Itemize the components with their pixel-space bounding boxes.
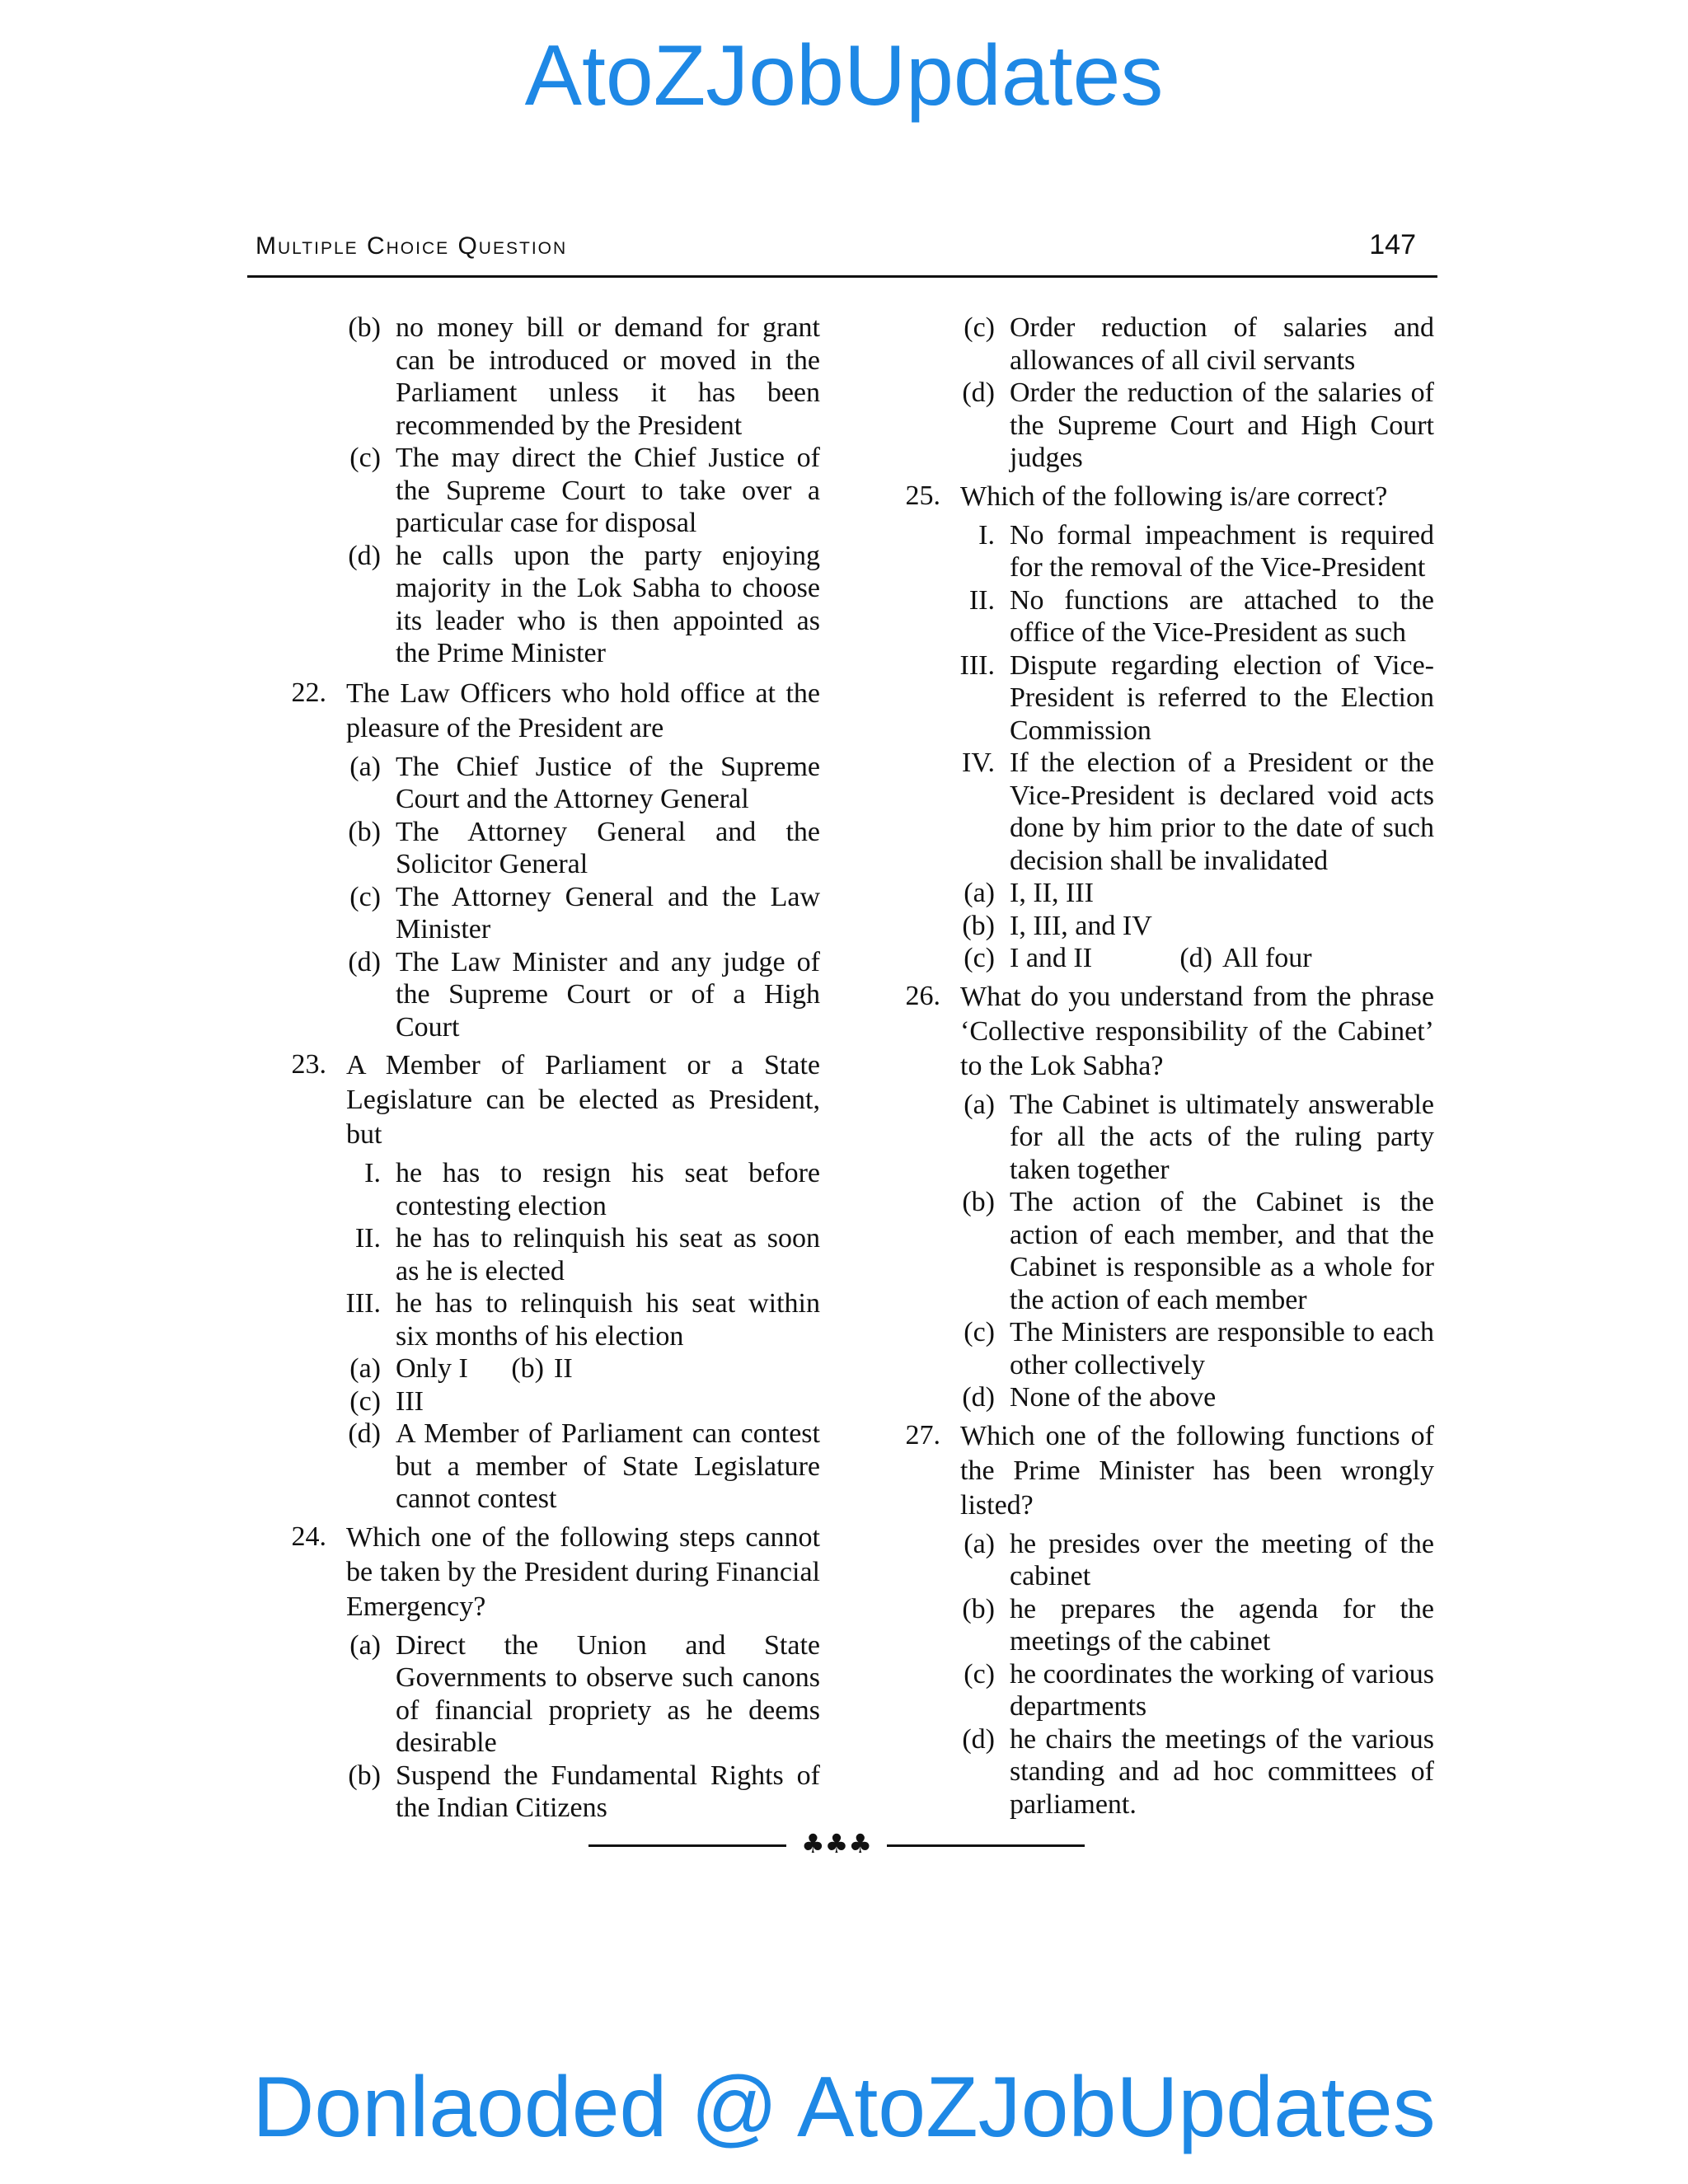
option-label: (a) <box>964 878 995 908</box>
download-watermark: Donlaoded @ AtoZJobUpdates <box>252 2060 1436 2155</box>
question-number: 22. <box>291 677 326 708</box>
question-text: A Member of Parliament or a State Legislature can be elected as President, but <box>346 1050 820 1150</box>
statement <box>894 747 1434 877</box>
option-label: (a) <box>349 1629 381 1661</box>
option-label: (b) <box>962 1187 995 1217</box>
statement <box>280 1287 820 1352</box>
option-label: (c) <box>964 312 995 343</box>
option-text: I, II, III <box>1010 878 1094 908</box>
option-label: (d) <box>962 1382 995 1413</box>
option-label: (c) <box>349 881 381 912</box>
option-label: (d) <box>348 540 381 571</box>
option-label: (c) <box>349 1385 381 1417</box>
option <box>280 946 820 1044</box>
option <box>894 1723 1434 1821</box>
statement-label: III. <box>345 1288 381 1319</box>
option-text: All four <box>1222 943 1312 973</box>
statement-text: If the election of a President or the Vice-President is declared void acts done by him prior to the date of such decision shall be invalidated <box>1010 748 1434 876</box>
option <box>894 1593 1434 1658</box>
option-text: None of the above <box>1010 1382 1217 1413</box>
option-text: The Ministers are responsible to each other collectively <box>1010 1317 1434 1380</box>
option-label: (b) <box>511 1353 544 1384</box>
statement-label: I. <box>364 1158 381 1188</box>
option <box>280 312 820 442</box>
right-column <box>894 312 1434 1821</box>
option-label: (d) <box>962 377 995 408</box>
question-25 <box>894 480 1434 514</box>
option-text: A Member of Parliament can contest but a member of State Legislature cannot contest <box>396 1418 820 1514</box>
site-watermark-title: AtoZJobUpdates <box>524 28 1164 124</box>
option <box>894 877 1434 910</box>
option-text: he coordinates the working of various departments <box>1010 1658 1434 1722</box>
option <box>894 1089 1434 1187</box>
option <box>280 1385 820 1418</box>
option <box>280 540 820 670</box>
statement-text: No functions are attached to the office of the Vice-President as such <box>1010 584 1434 648</box>
question-text: What do you understand from the phrase ‘Collective responsibility of the Cabinet’ to the Lok Sabha? <box>960 981 1434 1081</box>
option-label: (c) <box>964 1658 995 1690</box>
page-header <box>252 229 1432 264</box>
question-text: Which of the following is/are correct? <box>960 480 1388 512</box>
option-pair <box>280 1352 820 1385</box>
option-label: (c) <box>964 943 995 973</box>
question-number: 23. <box>291 1049 326 1080</box>
option-text: Direct the Union and State Governments to observe such canons of financial propriety as he deems desirable <box>396 1629 820 1758</box>
option <box>894 1528 1434 1593</box>
option-text: The Law Minister and any judge of the Supreme Court or of a High Court <box>396 946 820 1043</box>
statement <box>280 1222 820 1287</box>
page-number: 147 <box>1369 229 1416 260</box>
option-label: (d) <box>1179 943 1212 973</box>
option <box>280 751 820 816</box>
option-label: (b) <box>962 910 995 941</box>
option-label: (b) <box>348 1760 381 1791</box>
option-label: (b) <box>348 312 381 343</box>
option-label: (d) <box>348 946 381 977</box>
option <box>280 1760 820 1825</box>
question-22 <box>280 677 820 746</box>
question-number: 25. <box>905 480 940 511</box>
option <box>894 1316 1434 1381</box>
option-label: (a) <box>964 1528 995 1559</box>
option-text: I, III, and IV <box>1010 910 1152 941</box>
option-label: (c) <box>349 443 381 473</box>
option <box>280 1629 820 1760</box>
statement-label: IV. <box>962 748 995 778</box>
question-number: 24. <box>291 1521 326 1552</box>
ornament-rule-right <box>887 1844 1085 1847</box>
question-26 <box>894 980 1434 1084</box>
statement <box>280 1157 820 1222</box>
option-text: Order reduction of salaries and allowances of all civil servants <box>1010 312 1434 376</box>
question-text: Which one of the following functions of the Prime Minister has been wrongly listed? <box>960 1420 1434 1521</box>
option-label: (b) <box>348 816 381 847</box>
club-icon: ♣♣♣ <box>800 1828 873 1859</box>
option-label: (d) <box>962 1723 995 1755</box>
option <box>280 442 820 540</box>
option-pair <box>894 942 1434 975</box>
statement-text: he has to resign his seat before contesting election <box>396 1158 820 1221</box>
option-text: The Attorney General and the Solicitor General <box>396 816 820 879</box>
statement-text: he has to relinquish his seat within six months of his election <box>396 1288 820 1352</box>
option-label: (d) <box>348 1418 381 1449</box>
question-text: Which one of the following steps cannot be taken by the President during Financial Emergency? <box>346 1521 820 1622</box>
option-text: no money bill or demand for grant can be introduced or moved in the Parliament unless it has been recommended by the President <box>396 312 820 441</box>
option-text: The may direct the Chief Justice of the Supreme Court to take over a particular case for disposal <box>396 443 820 538</box>
option-text: he calls upon the party enjoying majority in the Lok Sabha to choose its leader who is then appointed as the Prime Minister <box>396 540 820 668</box>
statement <box>894 519 1434 584</box>
question-27 <box>894 1419 1434 1523</box>
option-text: I and II <box>1010 943 1093 973</box>
continued-options-q24 <box>894 312 1434 475</box>
question-23 <box>280 1048 820 1152</box>
running-head: Multiple Choice Question <box>256 232 568 260</box>
option-label: (a) <box>964 1089 995 1120</box>
header-rule <box>247 275 1437 278</box>
left-column <box>280 312 820 1825</box>
continued-options-q21 <box>280 312 820 670</box>
statement <box>894 649 1434 748</box>
option-text: The Cabinet is ultimately answerable for all the acts of the ruling party taken together <box>1010 1089 1434 1185</box>
option <box>894 1658 1434 1723</box>
option <box>894 1186 1434 1316</box>
question-text: The Law Officers who hold office at the pleasure of the President are <box>346 677 820 743</box>
option-text: II <box>554 1353 573 1384</box>
option <box>280 816 820 881</box>
option <box>894 1381 1434 1414</box>
question-number: 27. <box>905 1419 940 1451</box>
option-label: (c) <box>964 1317 995 1347</box>
option-text: Only I <box>396 1353 468 1384</box>
option <box>280 1418 820 1516</box>
section-end-ornament <box>588 1828 1085 1861</box>
statement-text: he has to relinquish his seat as soon as he is elected <box>396 1223 820 1286</box>
statement <box>894 584 1434 649</box>
statement-label: II. <box>354 1223 381 1254</box>
question-24 <box>280 1521 820 1624</box>
option-text: he presides over the meeting of the cabinet <box>1010 1528 1434 1591</box>
statement-label: I. <box>978 519 995 551</box>
option-text: he chairs the meetings of the various standing and ad hoc committees of parliament. <box>1010 1723 1434 1820</box>
question-number: 26. <box>905 980 940 1011</box>
option <box>894 910 1434 943</box>
option-label: (b) <box>962 1593 995 1624</box>
option-label: (a) <box>349 751 381 782</box>
option-text: Suspend the Fundamental Rights of the Indian Citizens <box>396 1760 820 1823</box>
option-text: The Chief Justice of the Supreme Court and the Attorney General <box>396 751 820 814</box>
option-label: (a) <box>349 1353 381 1384</box>
option <box>894 377 1434 475</box>
statement-text: No formal impeachment is required for the removal of the Vice-President <box>1010 519 1434 583</box>
option-text: Order the reduction of the salaries of the Supreme Court and High Court judges <box>1010 377 1434 473</box>
option <box>280 881 820 946</box>
statement-text: Dispute regarding election of Vice-President is referred to the Election Commission <box>1010 649 1434 746</box>
option-text: The Attorney General and the Law Minister <box>396 881 820 944</box>
option-text: he prepares the agenda for the meetings of the cabinet <box>1010 1593 1434 1657</box>
statement-label: III. <box>959 649 995 681</box>
option <box>894 312 1434 377</box>
option-text: III <box>396 1385 424 1417</box>
statement-label: II. <box>968 584 995 616</box>
option-text: The action of the Cabinet is the action of each member, and that the Cabinet is responsible as a whole for the action of each member <box>1010 1187 1434 1315</box>
